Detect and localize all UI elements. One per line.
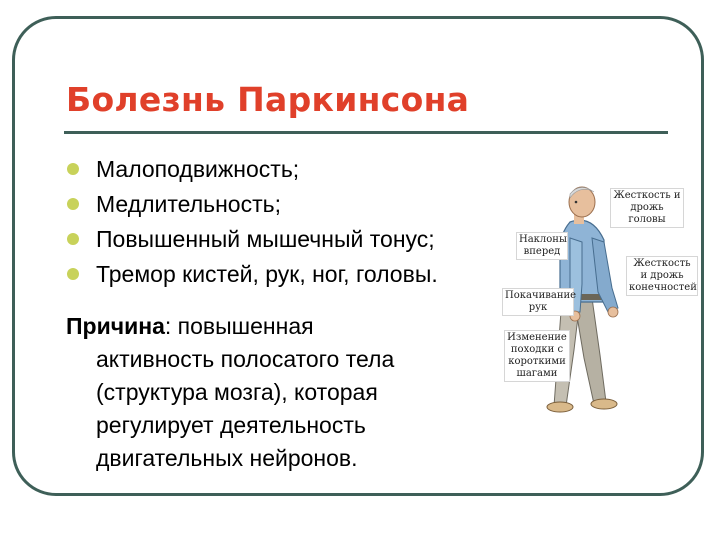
callout-head-rigidity: Жесткость и дрожь головы <box>610 188 684 228</box>
parkinson-illustration <box>500 180 712 425</box>
symptom-item <box>66 187 438 222</box>
symptom-text: Тремор кистей, рук, ног, головы. <box>96 261 438 287</box>
callout-arm-swing: Покачивание рук <box>502 288 574 316</box>
cause-line: (структура мозга), которая <box>96 379 378 405</box>
symptom-item <box>66 152 438 187</box>
symptom-text: Малоподвижность; <box>96 156 300 182</box>
symptom-text: Повышенный мышечный тонус; <box>96 226 435 252</box>
symptom-item <box>66 222 438 257</box>
symptom-item <box>66 257 438 292</box>
symptom-text: Медлительность; <box>96 191 281 217</box>
bullet-dot-icon <box>67 233 79 245</box>
cause-label: Причина <box>66 313 165 339</box>
cause-line <box>66 310 506 343</box>
cause-text: : повышенная <box>164 313 314 339</box>
slide-title: Болезнь Паркинсона <box>66 80 470 119</box>
symptom-list <box>66 152 438 292</box>
bullet-dot-icon <box>67 268 79 280</box>
callout-limb-rigidity: Жесткость и дрожь конечностей <box>626 256 698 296</box>
callout-forward-lean: Наклоны вперед <box>516 232 568 260</box>
callout-short-steps: Изменение походки с короткими шагами <box>504 330 570 382</box>
bullet-dot-icon <box>67 198 79 210</box>
title-divider <box>64 131 668 134</box>
cause-paragraph <box>66 310 506 475</box>
bullet-dot-icon <box>67 163 79 175</box>
cause-line: двигательных нейронов. <box>96 445 358 471</box>
cause-line: активность полосатого тела <box>96 346 395 372</box>
cause-line: регулирует деятельность <box>96 412 366 438</box>
